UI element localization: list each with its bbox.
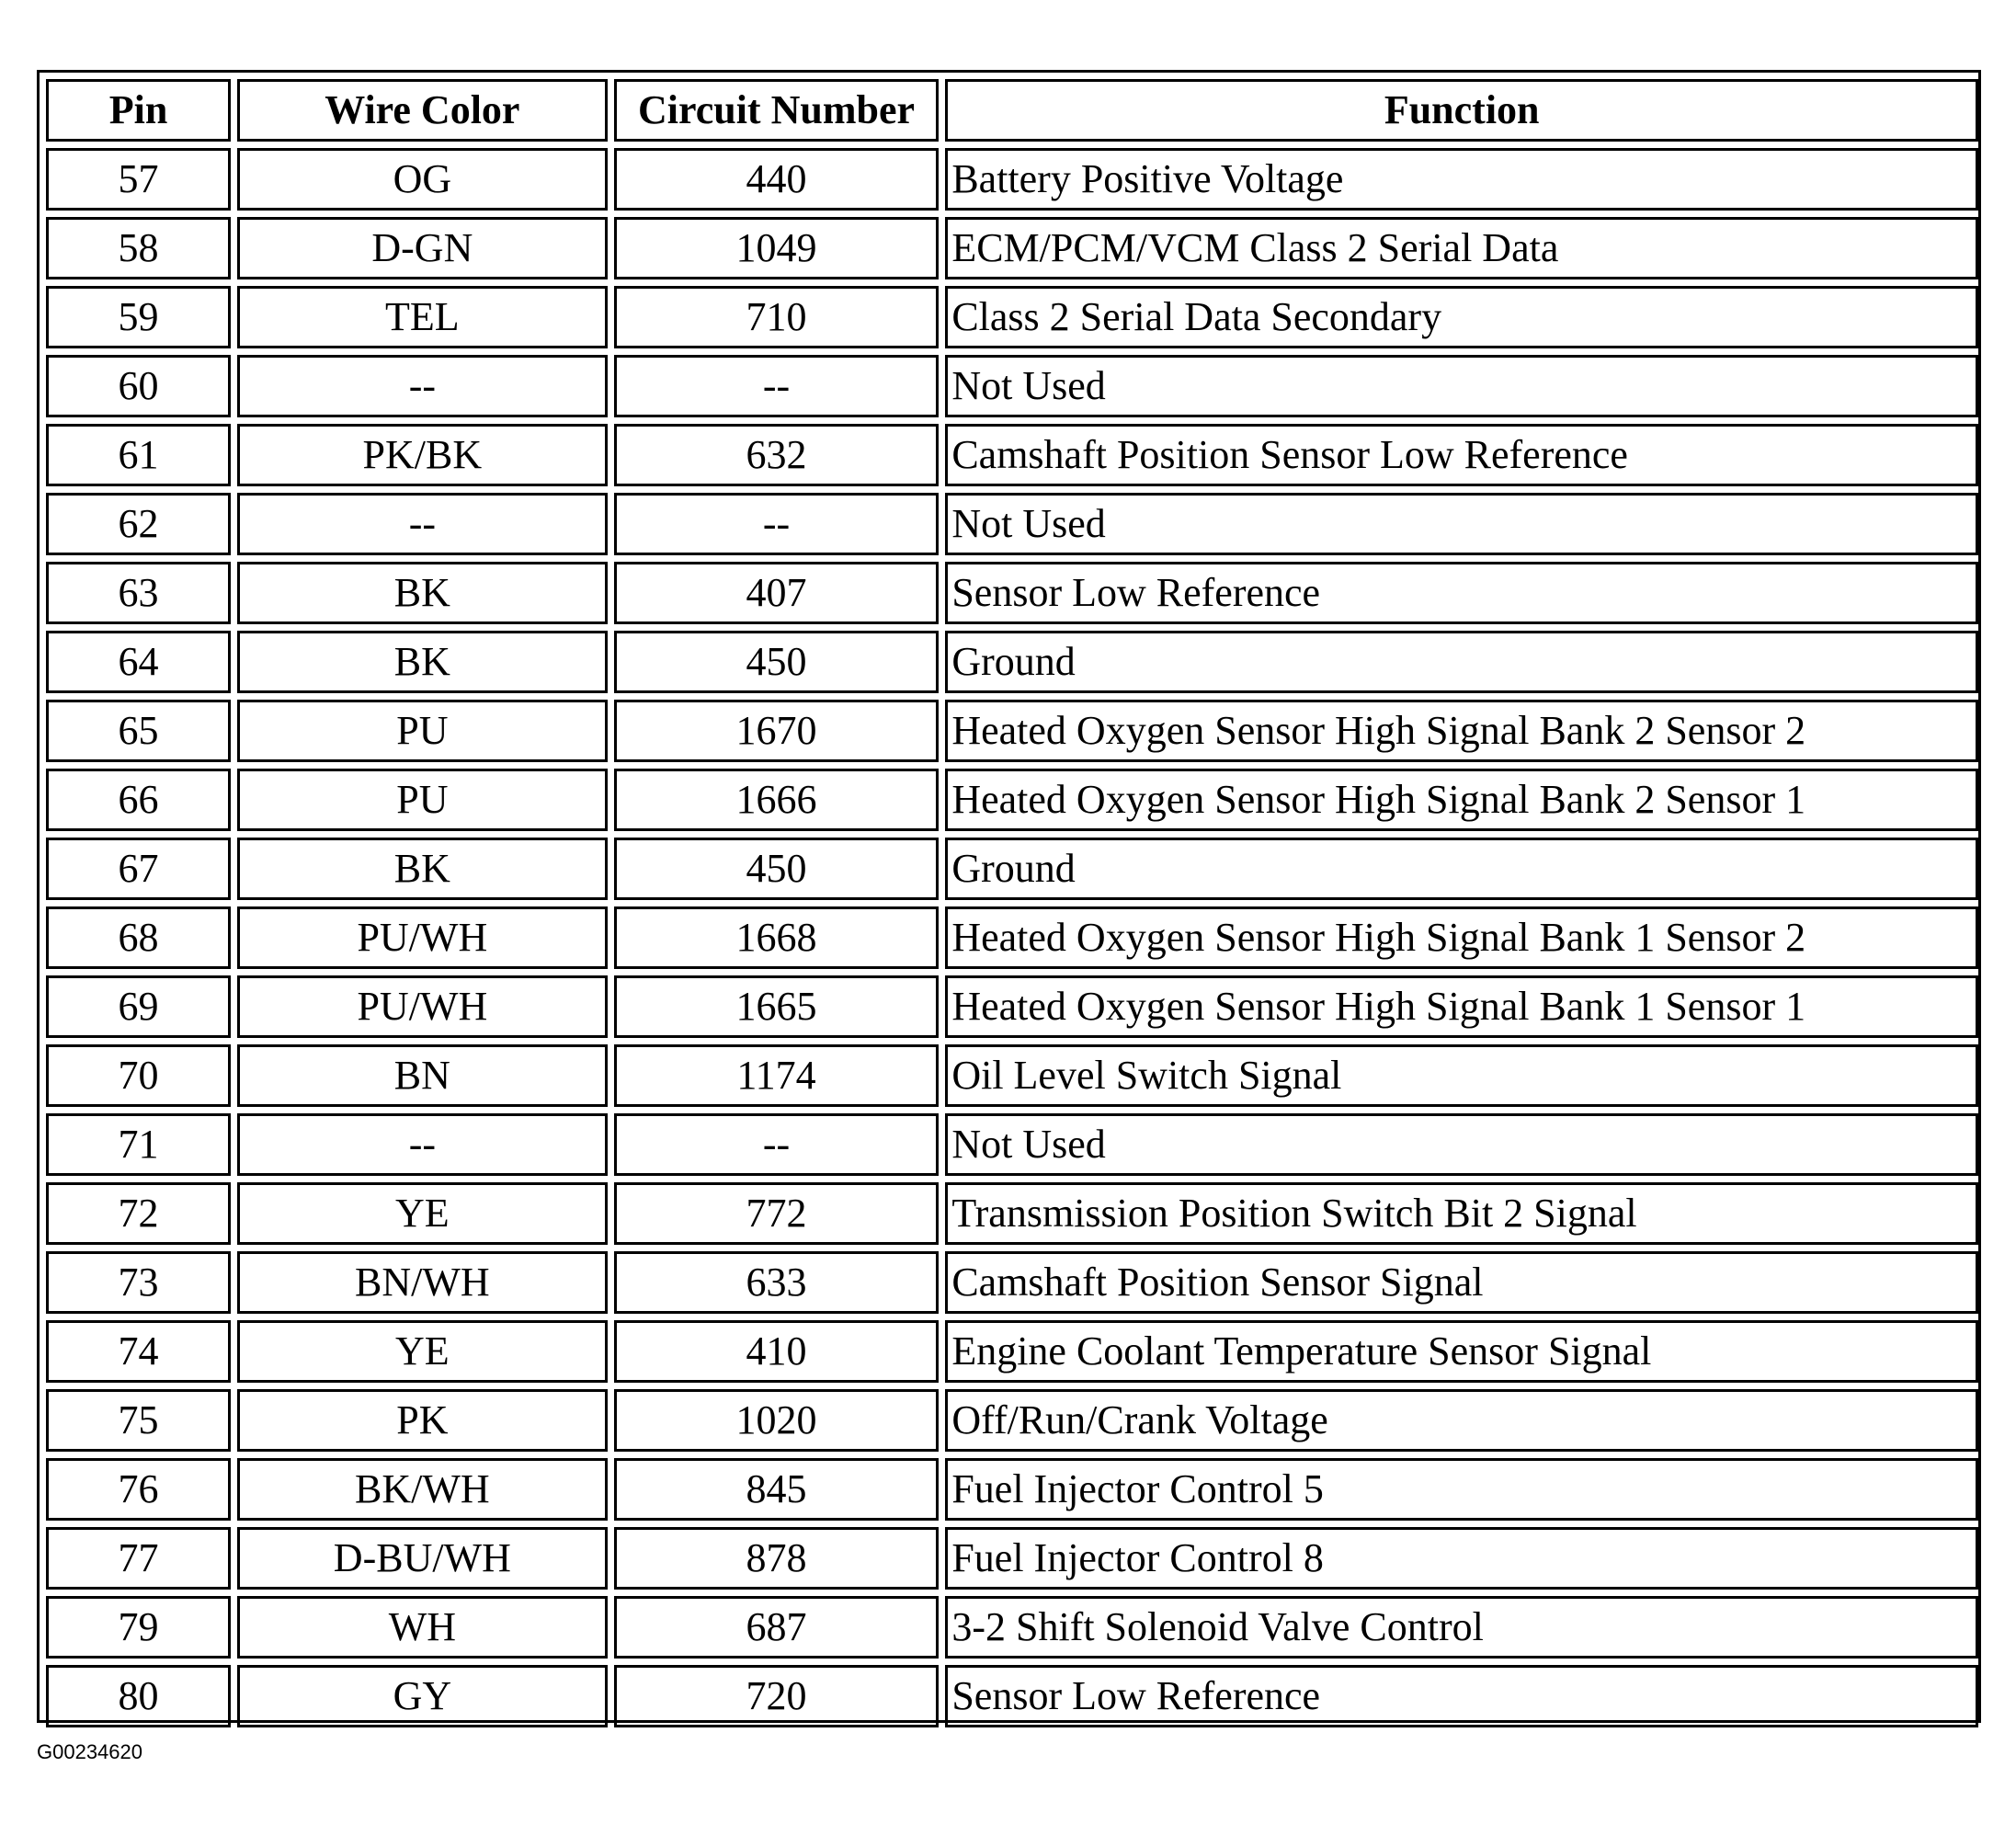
pin-cell: 77: [46, 1527, 231, 1590]
wire-color-cell: --: [237, 493, 608, 555]
circuit-number-cell: 440: [614, 148, 940, 211]
table-row: [46, 1458, 1978, 1521]
wire-color-cell: WH: [237, 1596, 608, 1659]
circuit-number-cell: 1049: [614, 217, 940, 279]
function-cell: Heated Oxygen Sensor High Signal Bank 1 Sensor 1: [945, 975, 1978, 1038]
function-cell: Class 2 Serial Data Secondary: [945, 286, 1978, 348]
pin-cell: 57: [46, 148, 231, 211]
figure-id: G00234620: [37, 1740, 142, 1763]
circuit-number-cell: 720: [614, 1665, 940, 1727]
wire-color-cell: PU/WH: [237, 975, 608, 1038]
pin-cell: 58: [46, 217, 231, 279]
function-cell: Sensor Low Reference: [945, 562, 1978, 624]
wire-color-cell: PK/BK: [237, 424, 608, 486]
wire-color-cell: PU/WH: [237, 906, 608, 969]
table-row: [46, 1596, 1978, 1659]
table-row: [46, 906, 1978, 969]
table-row: [46, 700, 1978, 762]
circuit-number-cell: 1020: [614, 1389, 940, 1452]
table-row: [46, 355, 1978, 417]
wire-color-cell: YE: [237, 1182, 608, 1245]
circuit-number-cell: 710: [614, 286, 940, 348]
function-cell: Battery Positive Voltage: [945, 148, 1978, 211]
header-circuit-number: Circuit Number: [614, 79, 940, 142]
function-cell: Camshaft Position Sensor Low Reference: [945, 424, 1978, 486]
function-cell: Transmission Position Switch Bit 2 Signal: [945, 1182, 1978, 1245]
connector-pinout-table-frame: [37, 70, 1981, 1723]
table-row: [46, 286, 1978, 348]
table-row: [46, 1044, 1978, 1107]
function-cell: Fuel Injector Control 5: [945, 1458, 1978, 1521]
wire-color-cell: --: [237, 355, 608, 417]
function-cell: Not Used: [945, 493, 1978, 555]
circuit-number-cell: 878: [614, 1527, 940, 1590]
pin-cell: 64: [46, 631, 231, 693]
wire-color-cell: BN: [237, 1044, 608, 1107]
wire-color-cell: BK: [237, 631, 608, 693]
wire-color-cell: GY: [237, 1665, 608, 1727]
circuit-number-cell: 1668: [614, 906, 940, 969]
wire-color-cell: BN/WH: [237, 1251, 608, 1314]
pin-cell: 69: [46, 975, 231, 1038]
function-cell: Ground: [945, 838, 1978, 900]
function-cell: Oil Level Switch Signal: [945, 1044, 1978, 1107]
function-cell: Heated Oxygen Sensor High Signal Bank 2 Sensor 2: [945, 700, 1978, 762]
pin-cell: 67: [46, 838, 231, 900]
pin-cell: 59: [46, 286, 231, 348]
circuit-number-cell: 407: [614, 562, 940, 624]
table-header-row: [46, 79, 1978, 142]
pin-cell: 60: [46, 355, 231, 417]
circuit-number-cell: 687: [614, 1596, 940, 1659]
circuit-number-cell: 450: [614, 631, 940, 693]
pin-cell: 73: [46, 1251, 231, 1314]
circuit-number-cell: 772: [614, 1182, 940, 1245]
header-function: Function: [945, 79, 1978, 142]
function-cell: Fuel Injector Control 8: [945, 1527, 1978, 1590]
pin-cell: 80: [46, 1665, 231, 1727]
pin-cell: 65: [46, 700, 231, 762]
pin-cell: 70: [46, 1044, 231, 1107]
table-row: [46, 1182, 1978, 1245]
circuit-number-cell: --: [614, 1113, 940, 1176]
pin-cell: 76: [46, 1458, 231, 1521]
wire-color-cell: PK: [237, 1389, 608, 1452]
table-row: [46, 1527, 1978, 1590]
function-cell: Sensor Low Reference: [945, 1665, 1978, 1727]
function-cell: Not Used: [945, 1113, 1978, 1176]
table-row: [46, 148, 1978, 211]
table-row: [46, 631, 1978, 693]
pin-cell: 79: [46, 1596, 231, 1659]
circuit-number-cell: --: [614, 493, 940, 555]
pin-cell: 63: [46, 562, 231, 624]
table-row: [46, 1320, 1978, 1383]
pin-cell: 68: [46, 906, 231, 969]
connector-pinout-table: [40, 73, 1985, 1734]
wire-color-cell: OG: [237, 148, 608, 211]
function-cell: Engine Coolant Temperature Sensor Signal: [945, 1320, 1978, 1383]
wire-color-cell: YE: [237, 1320, 608, 1383]
pin-cell: 72: [46, 1182, 231, 1245]
circuit-number-cell: 633: [614, 1251, 940, 1314]
table-row: [46, 1389, 1978, 1452]
wire-color-cell: D-BU/WH: [237, 1527, 608, 1590]
header-wire-color: Wire Color: [237, 79, 608, 142]
table-row: [46, 424, 1978, 486]
circuit-number-cell: 1174: [614, 1044, 940, 1107]
pin-cell: 71: [46, 1113, 231, 1176]
wire-color-cell: BK: [237, 562, 608, 624]
table-row: [46, 1251, 1978, 1314]
function-cell: Camshaft Position Sensor Signal: [945, 1251, 1978, 1314]
circuit-number-cell: 410: [614, 1320, 940, 1383]
circuit-number-cell: --: [614, 355, 940, 417]
function-cell: ECM/PCM/VCM Class 2 Serial Data: [945, 217, 1978, 279]
circuit-number-cell: 1666: [614, 769, 940, 831]
table-row: [46, 838, 1978, 900]
wire-color-cell: --: [237, 1113, 608, 1176]
function-cell: Off/Run/Crank Voltage: [945, 1389, 1978, 1452]
table-row: [46, 769, 1978, 831]
table-body: [46, 148, 1978, 1727]
header-pin: Pin: [46, 79, 231, 142]
pin-cell: 61: [46, 424, 231, 486]
table-row: [46, 1665, 1978, 1727]
wire-color-cell: TEL: [237, 286, 608, 348]
pin-cell: 75: [46, 1389, 231, 1452]
table-row: [46, 562, 1978, 624]
pin-cell: 74: [46, 1320, 231, 1383]
circuit-number-cell: 1670: [614, 700, 940, 762]
table-row: [46, 1113, 1978, 1176]
circuit-number-cell: 1665: [614, 975, 940, 1038]
function-cell: Not Used: [945, 355, 1978, 417]
wire-color-cell: D-GN: [237, 217, 608, 279]
function-cell: Heated Oxygen Sensor High Signal Bank 2 Sensor 1: [945, 769, 1978, 831]
wire-color-cell: BK: [237, 838, 608, 900]
function-cell: 3-2 Shift Solenoid Valve Control: [945, 1596, 1978, 1659]
circuit-number-cell: 845: [614, 1458, 940, 1521]
table-row: [46, 217, 1978, 279]
circuit-number-cell: 632: [614, 424, 940, 486]
circuit-number-cell: 450: [614, 838, 940, 900]
table-row: [46, 493, 1978, 555]
wire-color-cell: BK/WH: [237, 1458, 608, 1521]
function-cell: Heated Oxygen Sensor High Signal Bank 1 Sensor 2: [945, 906, 1978, 969]
pin-cell: 62: [46, 493, 231, 555]
pin-cell: 66: [46, 769, 231, 831]
function-cell: Ground: [945, 631, 1978, 693]
wire-color-cell: PU: [237, 769, 608, 831]
table-row: [46, 975, 1978, 1038]
wire-color-cell: PU: [237, 700, 608, 762]
